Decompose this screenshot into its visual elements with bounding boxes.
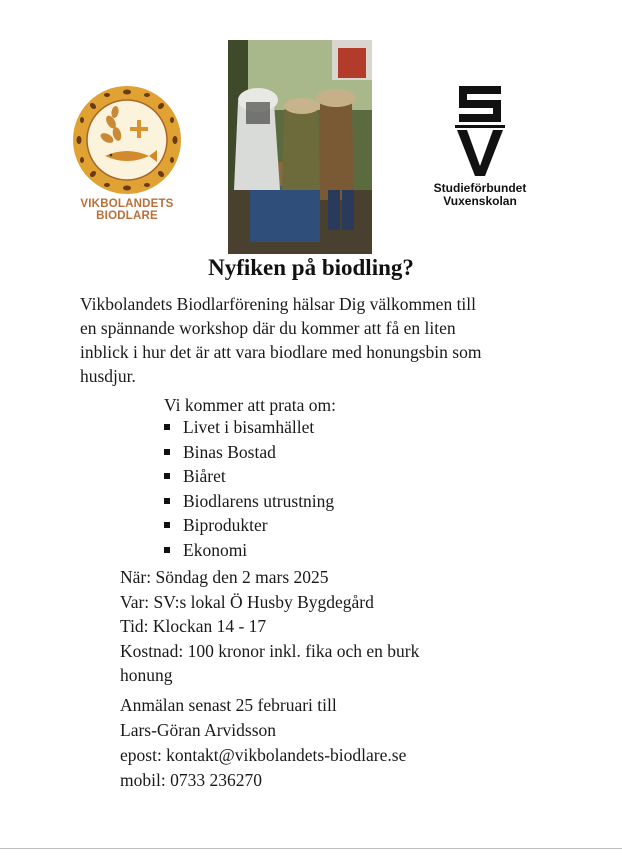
event-time: Tid: Klockan 14 - 17 — [120, 616, 267, 636]
topic-label: Biåret — [183, 466, 226, 486]
contact-phone: mobil: 0733 236270 — [120, 770, 262, 790]
contact-email: epost: kontakt@vikbolandets-biodlare.se — [120, 745, 407, 765]
intro-line: en spännande workshop där du kommer att få en liten — [80, 318, 456, 338]
registration-contact — [120, 693, 406, 793]
topic-label: Livet i bisamhället — [183, 417, 315, 437]
bullet-icon — [164, 424, 170, 430]
scan-edge-divider — [0, 848, 622, 849]
studieforbundet-vuxenskolan-logo — [412, 80, 548, 208]
photo-image — [228, 40, 372, 254]
intro-paragraph — [80, 292, 560, 388]
event-location: Var: SV:s lokal Ö Husby Bygdegård — [120, 591, 374, 612]
intro-line: husdjur. — [80, 366, 136, 386]
list-item — [164, 489, 334, 514]
list-item — [164, 415, 334, 440]
logo-right-line2: Vuxenskolan — [443, 194, 517, 208]
logo-left-line1: VIKBOLANDETS — [80, 198, 174, 210]
sv-logo-icon — [451, 80, 509, 180]
topic-label: Biodlarens utrustning — [183, 490, 335, 511]
bullet-icon — [164, 473, 170, 479]
event-cost: Kostnad: 100 kronor inkl. fika och en burk — [120, 640, 420, 661]
vikbolandets-biodlare-logo — [68, 84, 186, 222]
topics-list — [164, 415, 334, 562]
bee-seal-icon — [71, 84, 183, 196]
event-date: När: Söndag den 2 mars 2025 — [120, 567, 329, 587]
bullet-icon — [164, 449, 170, 455]
list-item — [164, 440, 334, 465]
topic-label: Binas Bostad — [183, 441, 276, 462]
topic-label: Ekonomi — [183, 539, 248, 560]
event-details — [120, 565, 540, 688]
topic-label: Biprodukter — [183, 515, 268, 535]
beekeepers-photo — [228, 40, 372, 254]
logo-left-line2: BIODLARE — [96, 210, 158, 222]
intro-line: inblick i hur det är att vara biodlare med honungsbin som — [80, 342, 482, 362]
topics-heading: Vi kommer att prata om: — [164, 395, 336, 415]
bullet-icon — [164, 547, 170, 553]
registration-deadline: Anmälan senast 25 februari till — [120, 695, 337, 715]
list-item — [164, 538, 334, 563]
logo-right-line1: Studieförbundet — [433, 181, 527, 195]
list-item — [164, 464, 334, 489]
list-item — [164, 513, 334, 538]
bullet-icon — [164, 498, 170, 504]
contact-name: Lars-Göran Arvidsson — [120, 720, 277, 740]
bullet-icon — [164, 522, 170, 528]
page-title: Nyfiken på biodling? — [208, 255, 414, 280]
intro-line: Vikbolandets Biodlarförening hälsar Dig välkommen till — [80, 294, 477, 314]
event-cost-continued: honung — [120, 665, 173, 685]
